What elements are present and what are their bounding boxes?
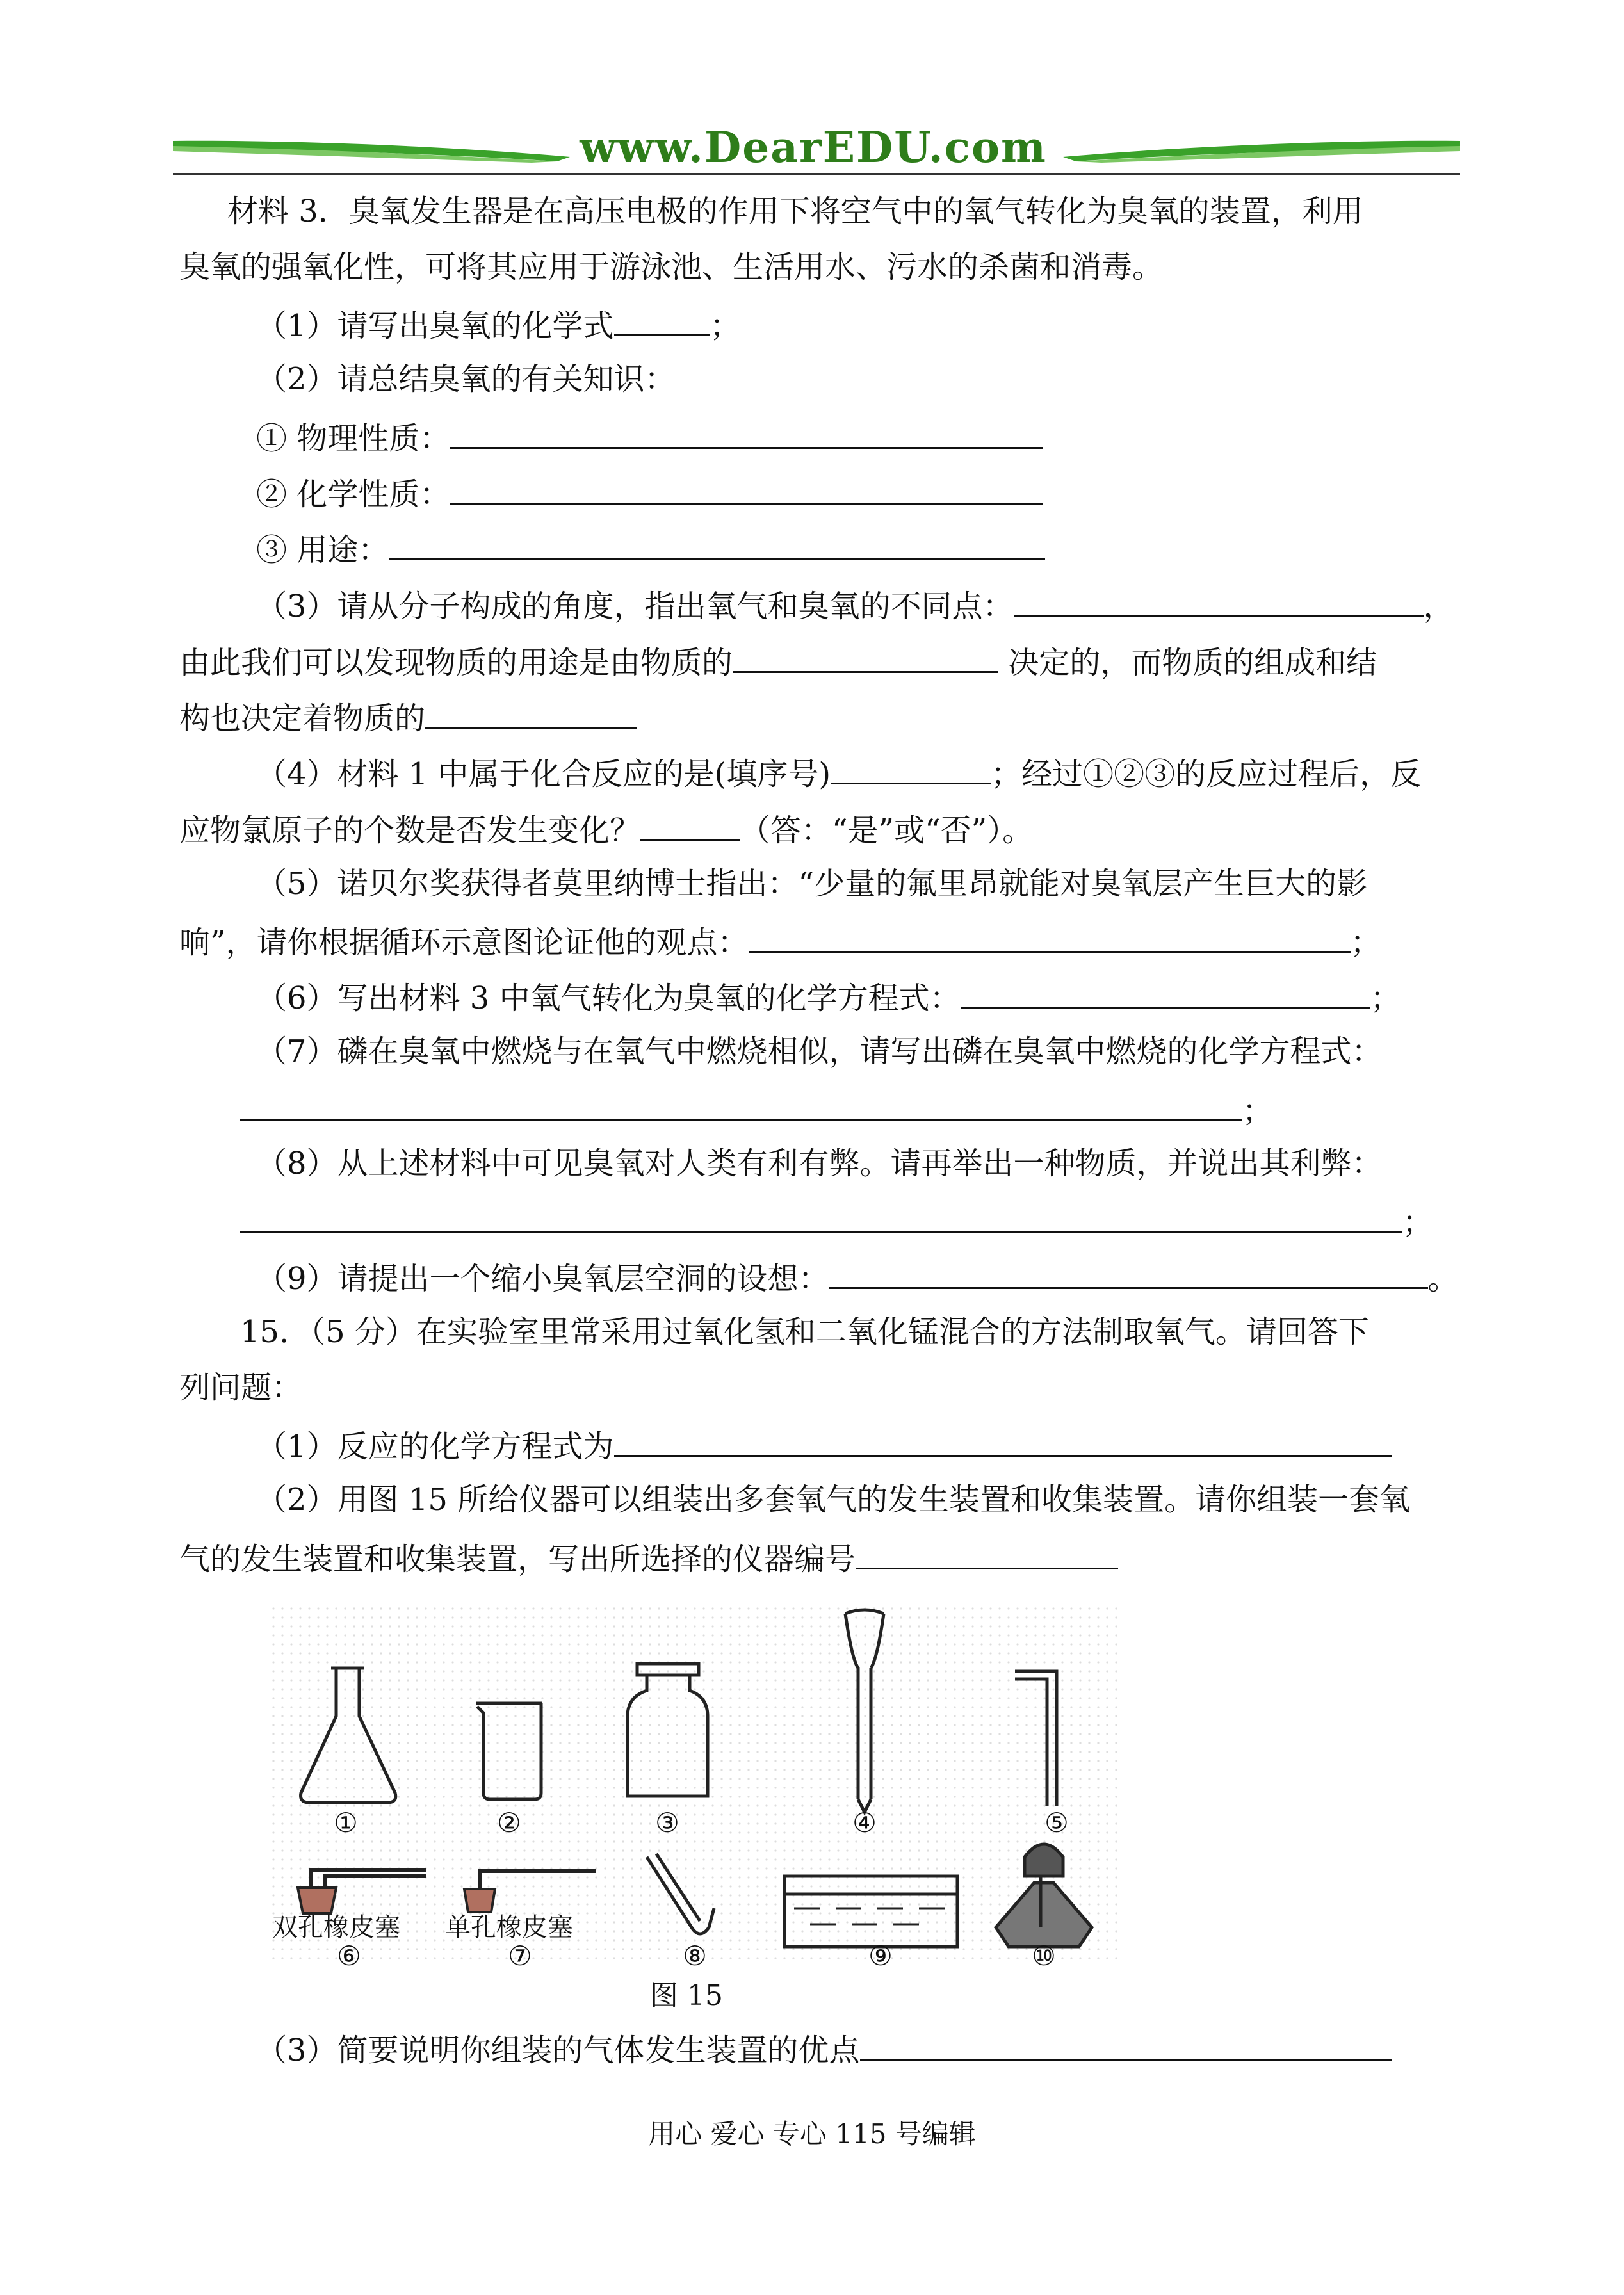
question-9 (256, 1255, 1459, 1299)
figure-number-6: ⑥ (337, 1940, 361, 1972)
question-6-text: （6）写出材料 3 中氧气转化为臭氧的化学方程式： (256, 980, 961, 1016)
question-4-line2-a: 应物氯原子的个数是否发生变化？ (179, 813, 641, 848)
label-one-hole-stopper: 单孔橡皮塞 (445, 1913, 573, 1942)
question-4-line2 (179, 807, 1033, 851)
site-header (173, 122, 1460, 173)
question-2c-text: ③ 用途： (256, 532, 389, 568)
question-5-end: ； (1350, 925, 1381, 961)
question-2b-text: ② 化学性质： (256, 476, 451, 512)
figure-caption: 图 15 (650, 1979, 723, 2012)
question-3-text: （3）请从分子构成的角度，指出氧气和臭氧的不同点： (256, 588, 1014, 624)
question-7-end: ； (1242, 1093, 1274, 1129)
figure-number-1: ① (334, 1807, 358, 1838)
figure-15-apparatus (272, 1607, 1117, 2017)
question-3-line2-a: 由此我们可以发现物质的用途是由物质的 (179, 645, 733, 681)
question-2: （2）请总结臭氧的有关知识： (256, 361, 676, 397)
question-5-line2-text: 响”，请你根据循环示意图论证他的观点： (179, 925, 749, 961)
problem-15-part2-line2 (179, 1536, 1118, 1580)
problem-15-part2: （2）用图 15 所给仪器可以组装出多套氧气的发生装置和收集装置。请你组装一套氧 (256, 1482, 1411, 1518)
question-2a (256, 415, 1043, 459)
question-2c (256, 526, 1045, 571)
problem-15-line2: 列问题： (179, 1370, 303, 1406)
question-3-end: ， (1423, 588, 1454, 624)
question-1-end: ； (710, 308, 741, 344)
problem-15-part2-line2-text: 气的发生装置和收集装置，写出所选择的仪器编号 (179, 1541, 856, 1577)
question-8: （8）从上述材料中可见臭氧对人类有利有弊。请再举出一种物质，并说出其利弊： (256, 1146, 1383, 1181)
answer-blank-q9[interactable] (829, 1255, 1428, 1289)
answer-blank-p15-instruments[interactable] (856, 1536, 1118, 1569)
answer-blank-q1[interactable] (614, 302, 710, 336)
question-3-line2 (179, 639, 1377, 683)
answer-blank-q3-determined-by[interactable] (733, 639, 998, 673)
problem-15-part1 (256, 1423, 1392, 1467)
question-5-line2 (179, 919, 1381, 963)
answer-blank-physical-properties[interactable] (450, 415, 1043, 449)
question-9-end: 。 (1427, 1261, 1459, 1297)
answer-blank-chemical-properties[interactable] (450, 471, 1043, 505)
question-7: （7）磷在臭氧中燃烧与在氧气中燃烧相似，请写出磷在臭氧中燃烧的化学方程式： (256, 1034, 1383, 1069)
figure-number-5: ⑤ (1044, 1807, 1069, 1838)
question-7-line2 (240, 1087, 1273, 1131)
header-divider (173, 173, 1460, 175)
answer-blank-q5[interactable] (749, 919, 1351, 953)
figure-number-7: ⑦ (508, 1940, 532, 1972)
question-6 (256, 975, 1401, 1019)
question-3 (256, 583, 1454, 627)
question-5: （5）诺贝尔奖获得者莫里纳博士指出：“少量的氟里昂就能对臭氧层产生巨大的影 (256, 866, 1368, 902)
question-4-line2-b: （答：“是”或“否”）。 (740, 813, 1034, 848)
answer-blank-q3-structure[interactable] (425, 695, 637, 729)
question-3-line2-b: 决定的，而物质的组成和结 (998, 645, 1377, 681)
figure-number-9: ⑨ (868, 1940, 893, 1972)
figure-number-8: ⑧ (683, 1940, 707, 1972)
question-4-text: （4）材料 1 中属于化合反应的是(填序号) (256, 756, 831, 792)
material3-line2: 臭氧的强氧化性，可将其应用于游泳池、生活用水、污水的杀菌和消毒。 (179, 249, 1164, 285)
answer-blank-q8[interactable] (240, 1199, 1402, 1233)
question-1-text: （1）请写出臭氧的化学式 (256, 308, 614, 344)
material3-line1: 材料 3．臭氧发生器是在高压电极的作用下将空气中的氧气转化为臭氧的装置，利用 (227, 193, 1363, 229)
problem-15-part3-text: （3）简要说明你组装的气体发生装置的优点 (256, 2032, 860, 2068)
answer-blank-q4-combination[interactable] (831, 750, 991, 784)
answer-blank-uses[interactable] (389, 526, 1045, 560)
question-3-line3 (179, 695, 637, 739)
problem-15-part3 (256, 2027, 1392, 2071)
question-2b (256, 471, 1043, 515)
question-6-end: ； (1370, 980, 1401, 1016)
answer-blank-p15-advantage[interactable] (860, 2027, 1392, 2061)
figure-number-3: ③ (655, 1807, 679, 1838)
figure-number-2: ② (497, 1807, 521, 1838)
page-footer: 用心 爱心 专心 115 号编辑 (648, 2118, 976, 2150)
question-3-line3-text: 构也决定着物质的 (179, 701, 426, 736)
question-9-text: （9）请提出一个缩小臭氧层空洞的设想： (256, 1261, 829, 1297)
question-8-end: ； (1402, 1204, 1434, 1240)
answer-blank-q4-yes-no[interactable] (640, 807, 740, 841)
question-4-text-b: ；经过①②③的反应过程后，反 (991, 756, 1422, 792)
answer-blank-p15-equation[interactable] (614, 1423, 1392, 1457)
site-logo-text: www.DearEDU.com (580, 122, 1047, 172)
problem-15-part1-text: （1）反应的化学方程式为 (256, 1429, 614, 1464)
answer-blank-q6-equation[interactable] (961, 975, 1370, 1009)
question-8-line2 (240, 1199, 1433, 1243)
question-2a-text: ① 物理性质： (256, 421, 451, 457)
label-two-hole-stopper: 双孔橡皮塞 (272, 1913, 400, 1942)
question-4 (256, 750, 1421, 795)
question-1 (256, 302, 741, 346)
answer-blank-q3-difference[interactable] (1014, 583, 1424, 617)
figure-number-4: ④ (852, 1807, 877, 1838)
problem-15-line1: 15．（5 分）在实验室里常采用过氧化氢和二氧化锰混合的方法制取氧气。请回答下 (240, 1314, 1369, 1350)
figure-number-10: ⑩ (1032, 1940, 1056, 1972)
answer-blank-q7-equation[interactable] (240, 1087, 1242, 1121)
